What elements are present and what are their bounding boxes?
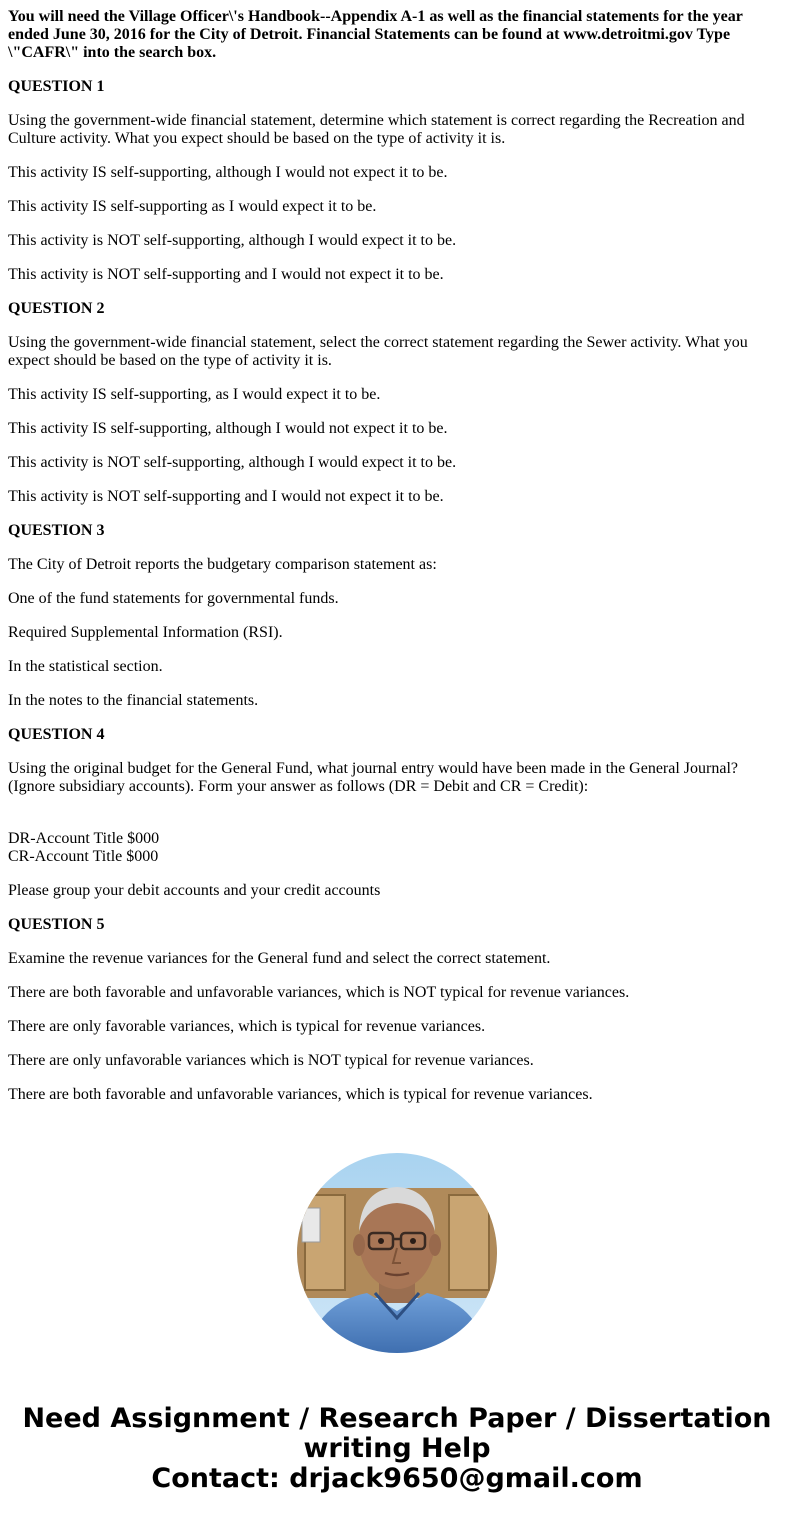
question-2-prompt: Using the government-wide financial statement, select the correct statement regarding the Sewer activity. What you expect should be based on the type of activity it is. xyxy=(8,334,748,369)
intro-text: You will need the Village Officer\'s Handbook--Appendix A-1 as well as the financial statements for the year ended June 30, 2016 for the City of Detroit. Financial Statements can be found at www.detroitmi.gov Type \"CAFR\" into the search box. xyxy=(8,8,743,61)
question-5-option-2: There are only favorable variances, which is typical for revenue variances. xyxy=(8,1018,486,1035)
question-4-note: Please group your debit accounts and your credit accounts xyxy=(8,882,381,899)
question-1-option-2: This activity IS self-supporting as I would expect it to be. xyxy=(8,198,377,215)
question-1-heading: QUESTION 1 xyxy=(8,78,105,95)
question-4-prompt: Using the original budget for the General Fund, what journal entry would have been made in the General Journal? (Ignore subsidiary accounts). Form your answer as follows (DR = Debit and CR = Credit): xyxy=(8,760,738,795)
question-1-option-3: This activity is NOT self-supporting, although I would expect it to be. xyxy=(8,232,457,249)
promo-contact: Contact: drjack9650@gmail.com xyxy=(151,1463,643,1494)
author-avatar xyxy=(297,1153,497,1353)
credit-line: CR-Account Title $000 xyxy=(8,848,159,865)
question-2-option-3: This activity is NOT self-supporting, although I would expect it to be. xyxy=(8,454,457,471)
question-3-option-2: Required Supplemental Information (RSI). xyxy=(8,624,283,641)
question-3-option-4: In the notes to the financial statements. xyxy=(8,692,259,709)
document-body xyxy=(8,8,778,1104)
question-3-option-3: In the statistical section. xyxy=(8,658,163,675)
promo-section xyxy=(0,1153,794,1523)
question-3-prompt: The City of Detroit reports the budgetary comparison statement as: xyxy=(8,556,437,573)
question-1-prompt: Using the government-wide financial statement, determine which statement is correct regarding the Recreation and Culture activity. What you expect should be based on the type of activity it is. xyxy=(8,112,745,147)
question-3-option-1: One of the fund statements for governmental funds. xyxy=(8,590,339,607)
question-1-option-4: This activity is NOT self-supporting and I would not expect it to be. xyxy=(8,266,444,283)
question-2-option-2: This activity IS self-supporting, although I would not expect it to be. xyxy=(8,420,448,437)
debit-line: DR-Account Title $000 xyxy=(8,830,160,847)
question-5-heading: QUESTION 5 xyxy=(8,916,105,933)
question-1-option-1: This activity IS self-supporting, although I would not expect it to be. xyxy=(8,164,448,181)
question-4-heading: QUESTION 4 xyxy=(8,726,105,743)
question-2-option-4: This activity is NOT self-supporting and I would not expect it to be. xyxy=(8,488,444,505)
question-5-option-1: There are both favorable and unfavorable variances, which is NOT typical for revenue variances. xyxy=(8,984,630,1001)
promo-line-2: writing Help xyxy=(303,1433,491,1464)
author-portrait-image xyxy=(297,1153,497,1353)
promo-line-1: Need Assignment / Research Paper / Dissertation xyxy=(22,1403,772,1434)
question-2-option-1: This activity IS self-supporting, as I would expect it to be. xyxy=(8,386,381,403)
journal-entry-format xyxy=(8,830,778,866)
question-5-option-3: There are only unfavorable variances which is NOT typical for revenue variances. xyxy=(8,1052,534,1069)
promo-text xyxy=(0,1404,794,1494)
question-2-heading: QUESTION 2 xyxy=(8,300,105,317)
question-5-option-4: There are both favorable and unfavorable variances, which is typical for revenue variances. xyxy=(8,1086,593,1103)
question-3-heading: QUESTION 3 xyxy=(8,522,105,539)
question-5-prompt: Examine the revenue variances for the General fund and select the correct statement. xyxy=(8,950,551,967)
